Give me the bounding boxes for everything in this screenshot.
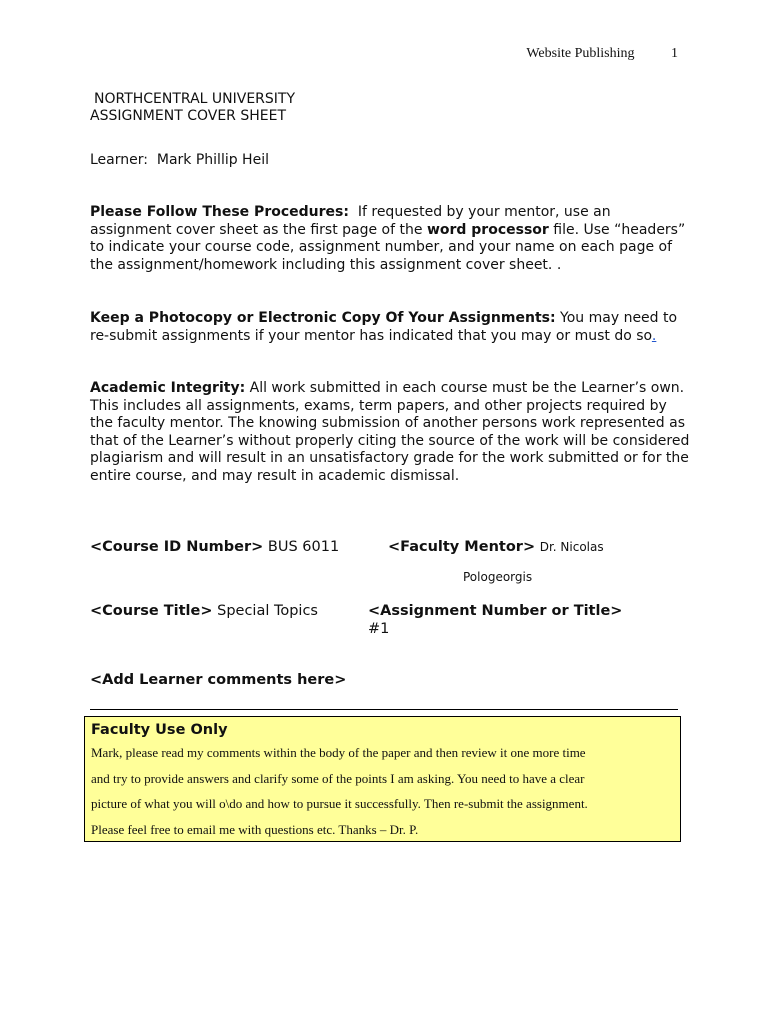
university-name: NORTHCENTRAL UNIVERSITY (94, 91, 296, 107)
integrity-paragraph (90, 380, 690, 485)
faculty-comment-line: and try to provide answers and clarify some of the points I am asking. You need to have a clear (91, 770, 585, 786)
assignment-label: <Assignment Number or Title> (368, 603, 623, 619)
photocopy-heading: Keep a Photocopy or Electronic Copy Of Your Assignments: (90, 310, 556, 326)
course-id-field (90, 539, 339, 555)
faculty-mentor-value[interactable]: Dr. Nicolas (539, 540, 604, 554)
assignment-field (368, 603, 622, 638)
procedures-heading: Please Follow These Procedures: (90, 204, 349, 220)
faculty-mentor-value-continued[interactable]: Pologeorgis (463, 570, 533, 584)
photocopy-link[interactable]: . (651, 327, 657, 344)
institution-block (90, 91, 295, 125)
faculty-comment-line: Please feel free to email me with questions etc. Thanks – Dr. P. (91, 821, 419, 837)
faculty-mentor-label: <Faculty Mentor> (388, 539, 536, 555)
course-title-field (90, 603, 318, 619)
form-title: ASSIGNMENT COVER SHEET (90, 108, 287, 124)
running-header (526, 46, 678, 62)
photocopy-paragraph (90, 310, 690, 345)
learner-comments-label[interactable]: <Add Learner comments here> (90, 672, 347, 688)
running-title: Website Publishing (526, 46, 635, 61)
faculty-use-box (84, 716, 681, 842)
page-number: 1 (671, 46, 678, 61)
course-id-value[interactable]: BUS 6011 (267, 539, 340, 555)
integrity-heading: Academic Integrity: (90, 380, 246, 396)
course-title-value[interactable]: Special Topics (217, 603, 318, 619)
faculty-comment-line: picture of what you will o\do and how to pursue it successfully. Then re-submit the assignment. (91, 796, 588, 811)
course-title-label: <Course Title> (90, 603, 213, 619)
integrity-text: All work submitted in each course must be the Learner’s own. This includes all assignments, exams, term papers, and other projects required by the faculty mentor. The knowing submission of another persons work represented as that of the Learner’s without properly citing the source of the work will be considered plagiarism and will result in an unsatisfactory grade for the work submitted or for the entire course, and may result in academic dismissal. (90, 380, 690, 484)
faculty-box-title: Faculty Use Only (91, 722, 228, 738)
procedures-text-b: file. Use “headers” to indicate your course code, assignment number, and your name on each page of the assignment/homework including this assignment cover sheet. . (90, 221, 686, 273)
faculty-comment-line: Mark, please read my comments within the body of the paper and then review it one more time (91, 745, 586, 760)
learner-line (90, 152, 269, 168)
learner-label: Learner: (90, 152, 148, 168)
procedures-bold-term: word processor (426, 221, 549, 238)
learner-name: Mark Phillip Heil (156, 152, 269, 168)
faculty-comments (91, 740, 674, 842)
procedures-paragraph (90, 204, 690, 274)
course-id-label: <Course ID Number> (90, 539, 264, 555)
assignment-value[interactable]: #1 (368, 620, 390, 637)
faculty-mentor-field (388, 539, 604, 555)
procedures-text-a: If requested by your mentor, use an assignment cover sheet as the first page of the (90, 204, 611, 238)
photocopy-text: You may need to re-submit assignments if your mentor has indicated that you may or must do so (90, 310, 678, 344)
comments-divider (90, 709, 678, 710)
